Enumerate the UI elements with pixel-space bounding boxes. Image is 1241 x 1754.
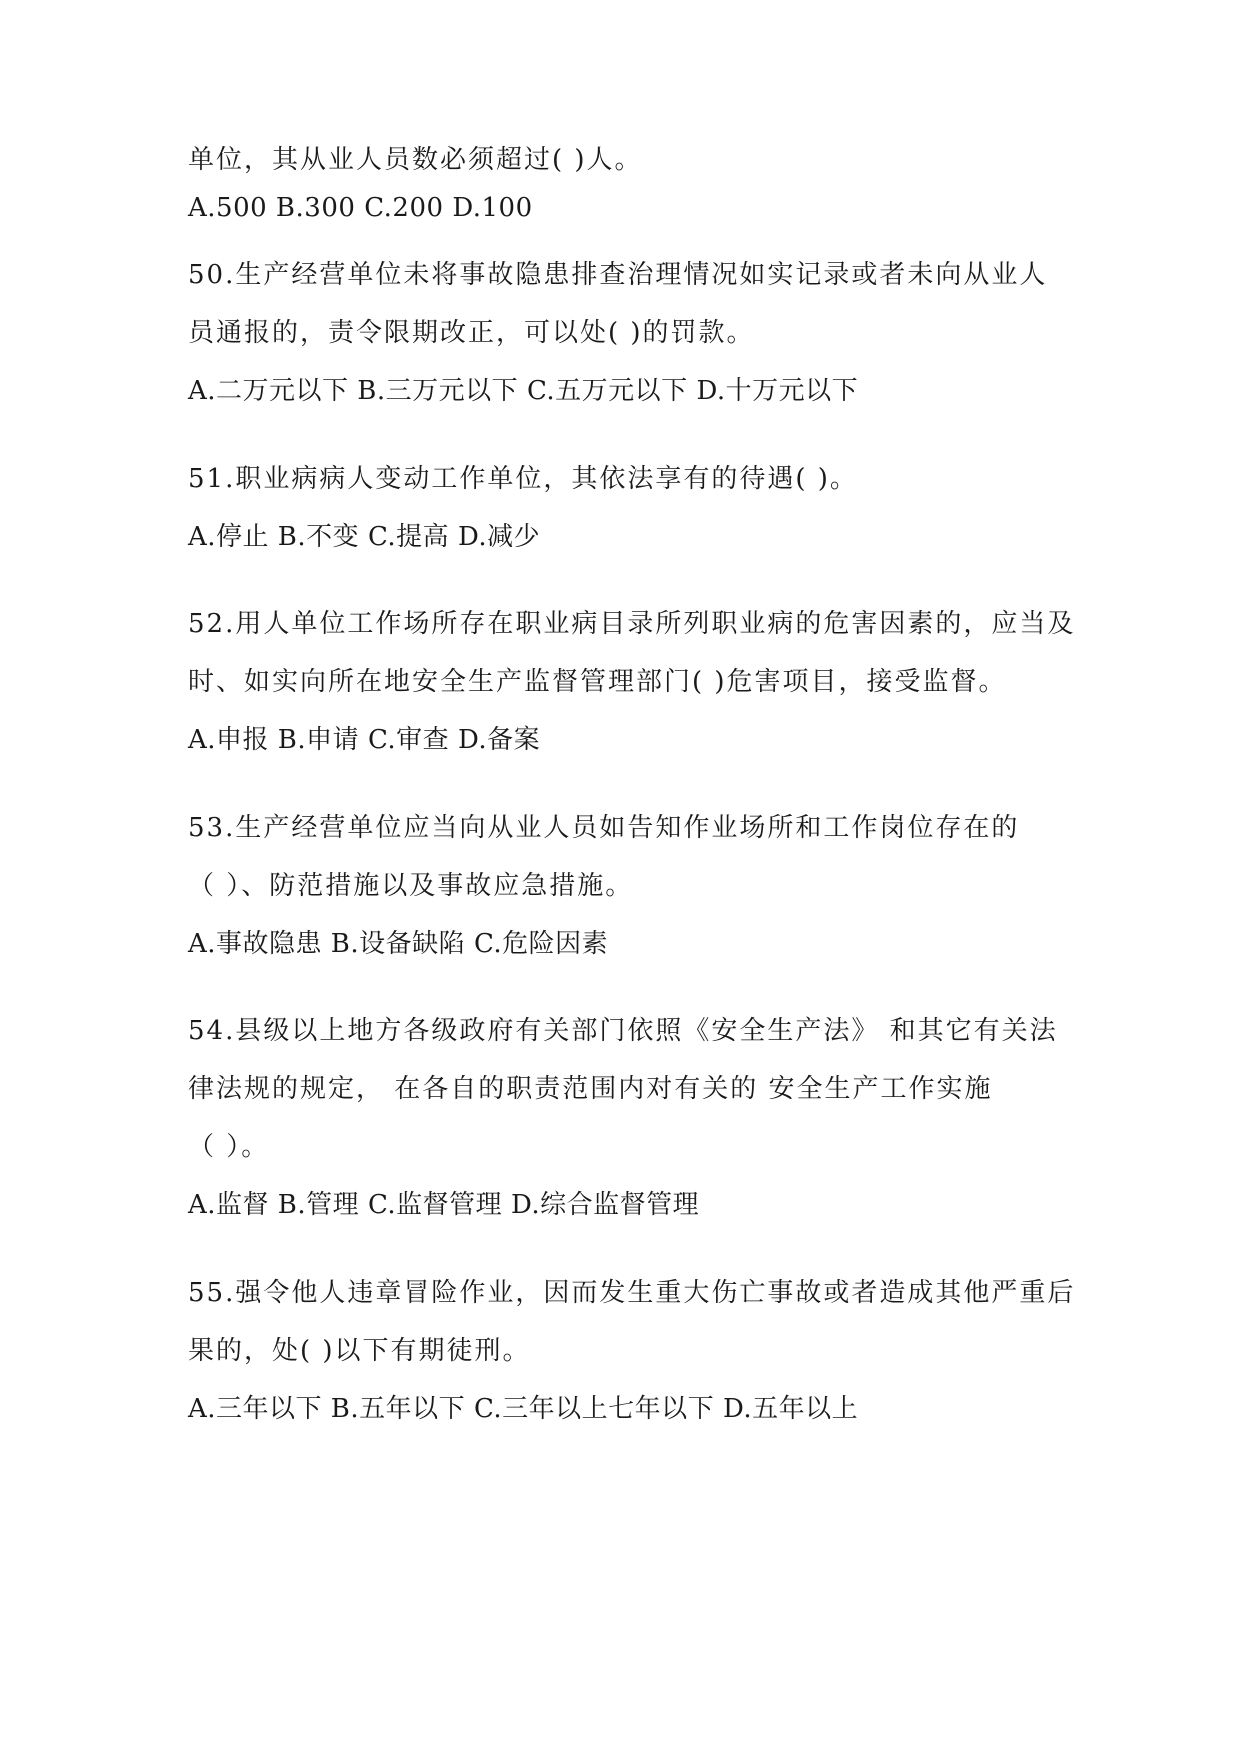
question-52-line-1: 52.用人单位工作场所存在职业病目录所列职业病的危害因素的，应当及 xyxy=(188,609,1076,639)
question-54-options: A.监督 B.管理 C.监督管理 D.综合监督管理 xyxy=(188,1190,700,1220)
question-54-line-3: （ ）。 xyxy=(188,1132,270,1162)
question-53-options: A.事故隐患 B.设备缺陷 C.危险因素 xyxy=(188,929,609,959)
question-51-options: A.停止 B.不变 C.提高 D.减少 xyxy=(188,522,541,552)
question-55-line-2: 果的，处( )以下有期徒刑。 xyxy=(188,1336,531,1366)
question-52-line-2: 时、如实向所在地安全生产监督管理部门( )危害项目，接受监督。 xyxy=(188,667,1007,697)
question-50-options: A.二万元以下 B.三万元以下 C.五万元以下 D.十万元以下 xyxy=(188,376,859,406)
question-54-line-1: 54.县级以上地方各级政府有关部门依照《安全生产法》 和其它有关法 xyxy=(188,1016,1058,1046)
question-52-options: A.申报 B.申请 C.审查 D.备案 xyxy=(188,725,541,755)
question-54-line-2: 律法规的规定， 在各自的职责范围内对有关的 安全生产工作实施 xyxy=(188,1074,993,1104)
question-55-line-1: 55.强令他人违章冒险作业，因而发生重大伤亡事故或者造成其他严重后 xyxy=(188,1278,1076,1308)
question-50-line-2: 员通报的，责令限期改正，可以处( )的罚款。 xyxy=(188,318,755,348)
question-49-options: A.500 B.300 C.200 D.100 xyxy=(188,193,533,223)
question-51-line-1: 51.职业病病人变动工作单位，其依法享有的待遇( )。 xyxy=(188,464,858,494)
question-50-line-1: 50.生产经营单位未将事故隐患排查治理情况如实记录或者未向从业人 xyxy=(188,260,1048,290)
question-49-text: 单位，其从业人员数必须超过( )人。 xyxy=(188,145,643,175)
question-53-line-2: （ ）、防范措施以及事故应急措施。 xyxy=(188,871,634,901)
question-55-options: A.三年以下 B.五年以下 C.三年以上七年以下 D.五年以上 xyxy=(188,1394,859,1424)
question-53-line-1: 53.生产经营单位应当向从业人员如告知作业场所和工作岗位存在的 xyxy=(188,813,1020,843)
